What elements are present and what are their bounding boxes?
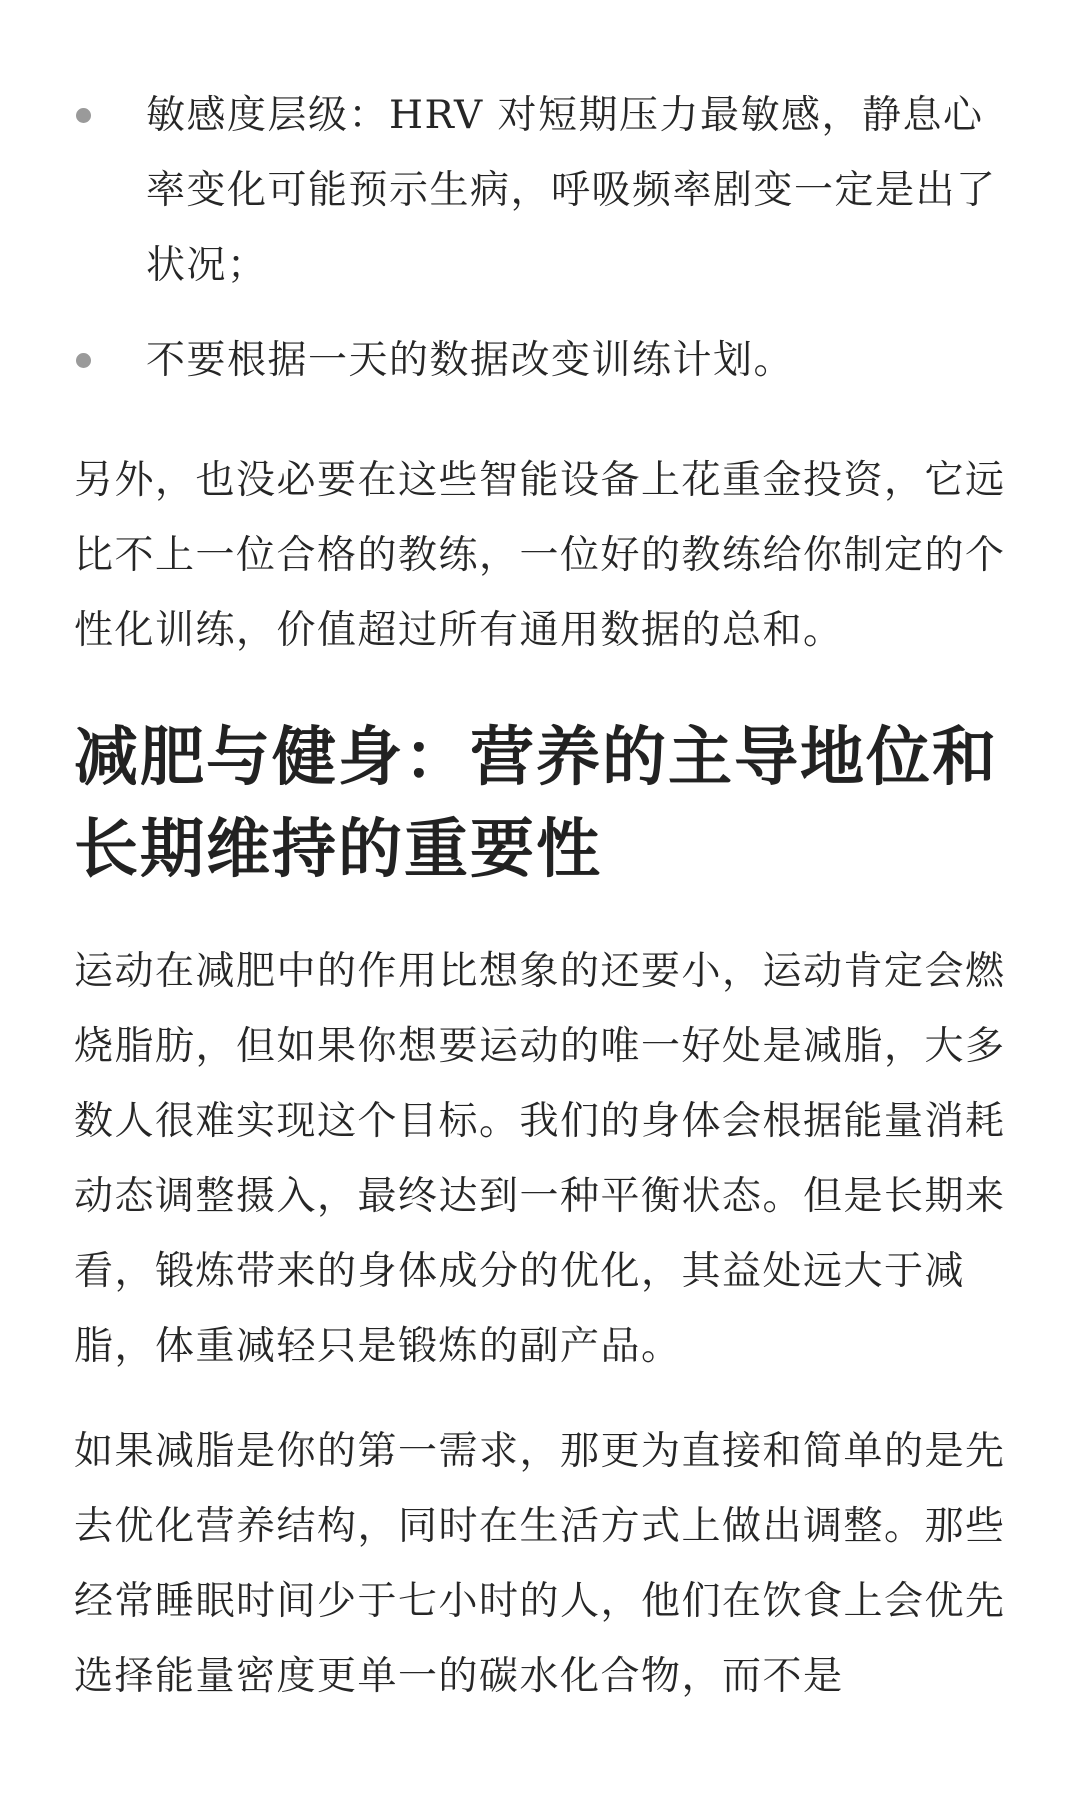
list-item xyxy=(74,78,1014,303)
bullet-text: 敏感度层级：HRV 对短期压力最敏感，静息心率变化可能预示生病，呼吸频率剧变一定是出了状况； xyxy=(146,93,997,288)
paragraph: 如果减脂是你的第一需求，那更为直接和简单的是先去优化营养结构，同时在生活方式上做出调整。那些经常睡眠时间少于七小时的人，他们在饮食上会优先选择能量密度更单一的碳水化合物，而不是 xyxy=(74,1429,1006,1699)
bullet-dot-icon xyxy=(76,353,91,368)
section-heading: 减肥与健身：营养的主导地位和长期维持的重要性 xyxy=(74,720,998,887)
article-body xyxy=(74,78,1014,1714)
bullet-text: 不要根据一天的数据改变训练计划。 xyxy=(146,338,795,383)
paragraph: 另外，也没必要在这些智能设备上花重金投资，它远比不上一位合格的教练，一位好的教练给你制定的个性化训练，价值超过所有通用数据的总和。 xyxy=(74,458,1006,653)
bullet-list xyxy=(74,78,1014,398)
paragraph: 运动在减肥中的作用比想象的还要小，运动肯定会燃烧脂肪，但如果你想要运动的唯一好处是减脂，大多数人很难实现这个目标。我们的身体会根据能量消耗动态调整摄入，最终达到一种平衡状态。但是长期来看，锻炼带来的身体成分的优化，其益处远大于减脂，体重减轻只是锻炼的副产品。 xyxy=(74,949,1006,1369)
bullet-dot-icon xyxy=(76,108,91,123)
list-item xyxy=(74,323,1014,398)
